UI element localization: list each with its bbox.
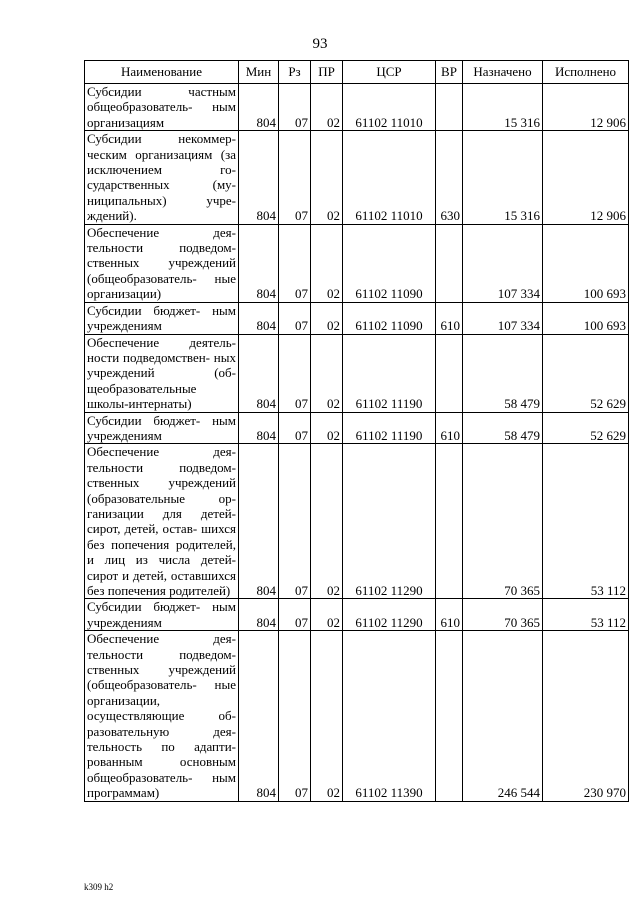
row-rz: 07 <box>279 412 311 444</box>
table-row <box>85 224 629 302</box>
row-pr: 02 <box>311 334 343 412</box>
row-executed: 53 112 <box>543 444 629 599</box>
row-min: 804 <box>239 334 279 412</box>
row-rz: 07 <box>279 444 311 599</box>
row-assigned: 58 479 <box>463 334 543 412</box>
row-vr <box>436 84 463 131</box>
row-min: 804 <box>239 412 279 444</box>
table-row <box>85 334 629 412</box>
row-rz: 07 <box>279 631 311 801</box>
row-pr: 02 <box>311 631 343 801</box>
row-executed: 12 906 <box>543 131 629 224</box>
header-pr: ПР <box>311 61 343 84</box>
row-assigned: 70 365 <box>463 444 543 599</box>
header-csr: ЦСР <box>343 61 436 84</box>
row-vr <box>436 334 463 412</box>
row-min: 804 <box>239 131 279 224</box>
row-assigned: 15 316 <box>463 131 543 224</box>
row-assigned: 58 479 <box>463 412 543 444</box>
row-vr: 630 <box>436 131 463 224</box>
row-pr: 02 <box>311 599 343 631</box>
header-rz: Рз <box>279 61 311 84</box>
row-executed: 52 629 <box>543 412 629 444</box>
header-vr: ВР <box>436 61 463 84</box>
row-csr: 61102 11010 <box>343 84 436 131</box>
row-min: 804 <box>239 224 279 302</box>
row-assigned: 107 334 <box>463 302 543 334</box>
row-vr: 610 <box>436 412 463 444</box>
row-name: Субсидии некоммер- ческим организациям (за исключением го- сударственных (му- ниципальных) учре- ждений). <box>85 131 239 224</box>
row-assigned: 70 365 <box>463 599 543 631</box>
row-name: Субсидии бюджет- ным учреждениям <box>85 412 239 444</box>
row-executed: 100 693 <box>543 302 629 334</box>
page-number: 93 <box>312 36 328 52</box>
row-min: 804 <box>239 631 279 801</box>
row-assigned: 246 544 <box>463 631 543 801</box>
row-csr: 61102 11190 <box>343 334 436 412</box>
row-name: Обеспечение дея- тельности подведом- ственных учреждений (общеобразователь- ные организации, осуществляющие об- разовательную дея- тельность по адапти- рованным основным общеобразователь- ным программам) <box>85 631 239 801</box>
row-csr: 61102 11090 <box>343 224 436 302</box>
row-assigned: 107 334 <box>463 224 543 302</box>
header-row <box>85 61 629 84</box>
row-vr: 610 <box>436 302 463 334</box>
budget-table <box>84 60 629 802</box>
footer-code: k309 h2 <box>84 882 114 892</box>
row-csr: 61102 11290 <box>343 599 436 631</box>
row-min: 804 <box>239 84 279 131</box>
row-name: Обеспечение деятель- ности подведомствен- ных учреждений (об- щеобразовательные школы-интернаты) <box>85 334 239 412</box>
header-min: Мин <box>239 61 279 84</box>
row-rz: 07 <box>279 84 311 131</box>
header-executed: Исполнено <box>543 61 629 84</box>
header-assigned: Назначено <box>463 61 543 84</box>
row-assigned: 15 316 <box>463 84 543 131</box>
row-executed: 52 629 <box>543 334 629 412</box>
table-row <box>85 84 629 131</box>
row-vr <box>436 444 463 599</box>
table-row <box>85 412 629 444</box>
table-row <box>85 302 629 334</box>
row-rz: 07 <box>279 302 311 334</box>
row-executed: 100 693 <box>543 224 629 302</box>
row-executed: 230 970 <box>543 631 629 801</box>
row-name: Обеспечение дея- тельности подведом- ственных учреждений (общеобразователь- ные организации) <box>85 224 239 302</box>
row-name: Субсидии бюджет- ным учреждениям <box>85 302 239 334</box>
row-min: 804 <box>239 302 279 334</box>
row-rz: 07 <box>279 131 311 224</box>
row-vr <box>436 631 463 801</box>
row-name: Субсидии частным общеобразователь- ным организациям <box>85 84 239 131</box>
row-pr: 02 <box>311 302 343 334</box>
row-pr: 02 <box>311 412 343 444</box>
row-rz: 07 <box>279 334 311 412</box>
row-rz: 07 <box>279 224 311 302</box>
row-csr: 61102 11190 <box>343 412 436 444</box>
row-pr: 02 <box>311 444 343 599</box>
row-pr: 02 <box>311 224 343 302</box>
header-name: Наименование <box>85 61 239 84</box>
row-name: Обеспечение дея- тельности подведом- ственных учреждений (образовательные ор- ганизации для детей- сирот, детей, остав- шихся без попечения родителей, и лиц из числа детей-сирот и детей, оставшихся без попечения родителей) <box>85 444 239 599</box>
table-row <box>85 631 629 801</box>
table-row <box>85 599 629 631</box>
row-min: 804 <box>239 599 279 631</box>
row-vr: 610 <box>436 599 463 631</box>
row-rz: 07 <box>279 599 311 631</box>
row-executed: 53 112 <box>543 599 629 631</box>
row-pr: 02 <box>311 84 343 131</box>
row-csr: 61102 11010 <box>343 131 436 224</box>
table-row <box>85 444 629 599</box>
row-csr: 61102 11090 <box>343 302 436 334</box>
row-pr: 02 <box>311 131 343 224</box>
row-csr: 61102 11290 <box>343 444 436 599</box>
row-min: 804 <box>239 444 279 599</box>
row-name: Субсидии бюджет- ным учреждениям <box>85 599 239 631</box>
table-row <box>85 131 629 224</box>
row-vr <box>436 224 463 302</box>
row-csr: 61102 11390 <box>343 631 436 801</box>
row-executed: 12 906 <box>543 84 629 131</box>
